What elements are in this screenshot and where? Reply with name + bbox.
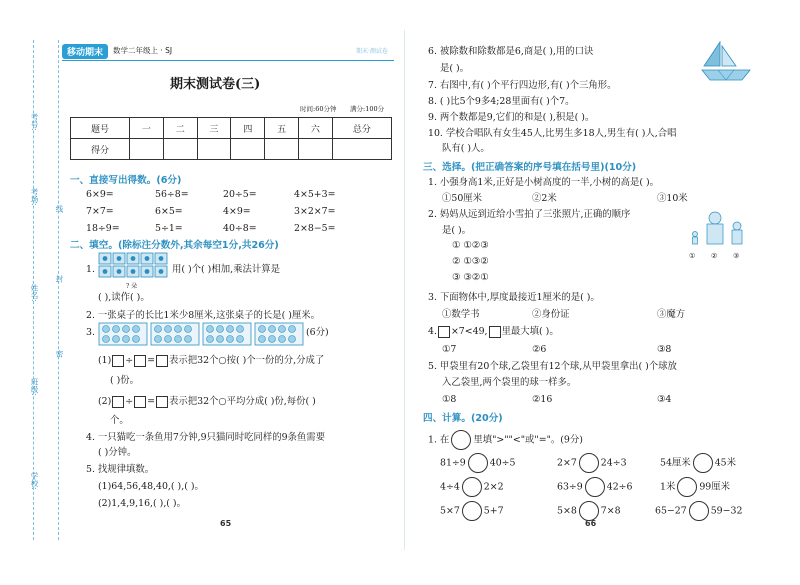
choice-3: 3. 下面物体中,厚度最接近1厘米的是( )。 (428, 292, 600, 303)
q3-1-label: (1) (98, 355, 112, 366)
q3-number: 3. (86, 327, 95, 338)
q3-2-cont: 个。 (110, 415, 129, 426)
compare-item (655, 501, 742, 521)
calc-item: 3×2×7= (294, 206, 336, 217)
mark-mi: 密 (55, 350, 64, 358)
q5-text: 5. 找规律填数。 (86, 464, 155, 475)
answer-box[interactable] (112, 355, 124, 367)
compute-1 (428, 430, 583, 450)
q8-text: 8. ( )比5个9多4;28里面有( )个7。 (428, 96, 575, 107)
compare-circle[interactable] (579, 453, 599, 473)
q5-2: (2)1,4,9,16,( ),( )。 (98, 498, 186, 509)
q1-flower-note: ? 朵 (126, 283, 138, 290)
q1-number: 1. (86, 264, 95, 275)
choice-4 (428, 325, 559, 338)
q3-1-cont: ( )份。 (110, 375, 140, 386)
choice-1-option: ③10米 (657, 193, 688, 204)
compare-item (440, 453, 516, 473)
compare-item (440, 501, 504, 521)
q3-2-label: (2) (98, 396, 112, 407)
compare-left: 63÷9 (557, 481, 583, 493)
choice-1-option: ①50厘米 (442, 193, 483, 204)
page-number-left: 65 (220, 519, 232, 528)
compare-circle[interactable] (579, 501, 599, 521)
choice-2-option: ② ①③② (452, 256, 489, 267)
choice-5-cont: 入乙袋里,两个袋里的球一样多。 (442, 377, 577, 388)
choice-5-option: ①8 (442, 394, 457, 405)
compute-1-text: 里填">""<"或"="。(9分) (473, 434, 583, 446)
choice-4-text-2: 里最大填( )。 (501, 326, 559, 337)
score-header: 五 (265, 118, 299, 139)
section-1-title: 一、直接写出得数。(6分) (70, 175, 182, 186)
compare-circle[interactable] (451, 430, 471, 450)
choice-4-option: ②6 (532, 344, 547, 355)
section-4-title: 四、计算。(20分) (423, 413, 503, 424)
score-cell[interactable] (265, 139, 299, 160)
label-name: 姓名: (30, 284, 39, 302)
compare-right: 59−32 (710, 505, 743, 517)
calc-item: 40÷8= (223, 223, 257, 234)
q6-text: 6. 被除数和除数都是6,商是( ),用的口诀 (428, 46, 594, 57)
compare-circle[interactable] (585, 477, 605, 497)
choice-4-label: 4. (428, 326, 437, 337)
score-row-label: 得分 (71, 139, 130, 160)
score-row (71, 139, 392, 160)
photo-label: ③ (733, 252, 740, 260)
calc-item: 6×9= (86, 189, 114, 200)
q1-text: 用( )个( )相加,乘法计算是 (172, 264, 280, 275)
compare-circle[interactable] (462, 501, 482, 521)
compare-left: 4÷4 (440, 481, 460, 493)
compare-circle[interactable] (689, 501, 709, 521)
compare-right: 7×8 (600, 505, 621, 517)
score-cell[interactable] (332, 139, 391, 160)
q5-1: (1)64,56,48,40,( ),( )。 (98, 481, 204, 492)
q3-score: (6分) (306, 327, 329, 338)
compare-right: 40÷5 (489, 457, 516, 469)
compare-left: 81÷9 (440, 457, 466, 469)
photo-label: ② (711, 252, 718, 260)
mark-feng: 封 (55, 275, 64, 283)
compare-left: 54厘米 (660, 457, 691, 469)
score-header: 六 (299, 118, 333, 139)
calc-item: 56÷8= (155, 189, 189, 200)
calc-item: 18÷9= (86, 223, 120, 234)
choice-1: 1. 小强身高1米,正好是小树高度的一半,小树的高是( )。 (428, 177, 660, 188)
q9-text: 9. 两个数都是9,它们的和是( ),积是( )。 (428, 112, 595, 123)
q3-2-text: 表示把32个○平均分成( )份,每份( ) (169, 396, 316, 407)
page-title: 期末测试卷(三) (170, 77, 261, 92)
compare-item (557, 501, 621, 521)
header-rule (62, 60, 394, 61)
compare-item (440, 477, 504, 497)
answer-box[interactable] (489, 326, 501, 338)
compare-circle[interactable] (468, 453, 488, 473)
calc-item: 4×9= (223, 206, 251, 217)
page-number-right: 66 (585, 519, 597, 528)
compare-left: 5×8 (557, 505, 577, 517)
compare-circle[interactable] (462, 477, 482, 497)
mark-xian: 线 (55, 205, 64, 213)
answer-box[interactable] (156, 396, 168, 408)
choice-3-option: ①数学书 (442, 309, 480, 320)
q7-text: 7. 右图中,有( )个平行四边形,有( )个三角形。 (428, 80, 617, 91)
photos-image (685, 208, 749, 256)
calc-item: 7×7= (86, 206, 114, 217)
q3-1: (1) ÷ = 表示把32个○按( )个一份的分,分成了 (98, 355, 325, 366)
label-school: 学校: (30, 472, 39, 490)
compare-right: 24÷3 (600, 457, 627, 469)
header-right-tag: 期末·测试卷 (356, 48, 388, 55)
score-header: 总分 (332, 118, 391, 139)
circle-groups-image (98, 322, 306, 346)
calc-item: 5÷1= (155, 223, 183, 234)
choice-2: 2. 妈妈从远到近给小雪拍了三张照片,正确的顺序 (428, 209, 631, 220)
score-cell[interactable] (197, 139, 231, 160)
choice-3-option: ②身份证 (532, 309, 570, 320)
label-class: 班级: (30, 378, 39, 396)
choice-2-option: ③ ③②① (452, 272, 489, 283)
choice-4-option: ①7 (442, 344, 457, 355)
compare-circle[interactable] (693, 453, 713, 473)
meta-time: 时间:60分钟 (300, 105, 337, 113)
q4-text: 4. 一只猫吃一条鱼用7分钟,9只猫同时吃同样的9条鱼需要 (86, 432, 326, 443)
score-header: 二 (163, 118, 197, 139)
choice-5: 5. 甲袋里有20个球,乙袋里有12个球,从甲袋里拿出( )个球放 (428, 361, 677, 372)
score-header-row (71, 118, 392, 139)
compare-item (660, 477, 730, 497)
answer-box[interactable] (134, 396, 146, 408)
compute-1-label: 1. 在 (428, 434, 450, 446)
choice-2-cont: 是( )。 (442, 225, 472, 236)
score-header: 三 (197, 118, 231, 139)
answer-box[interactable] (134, 355, 146, 367)
compare-right: 5+7 (483, 505, 504, 517)
q1-text-2: ( ),读作( )。 (98, 292, 150, 303)
compare-item (557, 453, 627, 473)
answer-box[interactable] (112, 396, 124, 408)
calc-item: 6×5= (155, 206, 183, 217)
q6-text-2: 是( )。 (440, 63, 470, 74)
choice-5-option: ③4 (657, 394, 672, 405)
q3-2: (2) ÷ = 表示把32个○平均分成( )份,每份( ) (98, 396, 316, 407)
score-cell[interactable] (163, 139, 197, 160)
compare-right: 42÷6 (606, 481, 633, 493)
meta-score: 满分:100分 (350, 105, 385, 113)
header-subject: 数学二年级上 · SJ (113, 46, 173, 55)
compare-item (660, 453, 736, 473)
q10-text-2: 队有( )人。 (442, 143, 490, 154)
binding-line-2 (58, 40, 59, 540)
compare-right: 45米 (714, 457, 736, 469)
score-cell[interactable] (231, 139, 265, 160)
calc-item: 20÷5= (223, 189, 257, 200)
header-logo: 移动期末 (62, 44, 108, 59)
calc-item: 4×5+3= (294, 189, 336, 200)
compare-left: 2×7 (557, 457, 577, 469)
page-divider (404, 30, 405, 550)
q2-text: 2. 一张桌子的长比1米少8厘米,这张桌子的长是( )厘米。 (86, 310, 321, 321)
compare-left: 1米 (660, 481, 676, 493)
choice-4-text: ×7<49, (450, 326, 488, 337)
section-3-title: 三、选择。(把正确答案的序号填在括号里)(10分) (423, 162, 637, 173)
photo-label: ① (689, 252, 696, 260)
choice-1-option: ②2米 (532, 193, 557, 204)
calc-item: 2×8−5= (294, 223, 336, 234)
label-kaochang: 考场: (30, 188, 39, 206)
q3-1-text: 表示把32个○按( )个一份的分,分成了 (169, 355, 325, 366)
score-header: 题号 (71, 118, 130, 139)
score-table (70, 117, 392, 160)
choice-2-option: ① ①②③ (452, 240, 489, 251)
choice-5-option: ②16 (532, 394, 553, 405)
section-2-title: 二、填空。(除标注分数外,其余每空1分,共26分) (70, 240, 279, 251)
q4-text-2: ( )分钟。 (98, 447, 137, 458)
choice-3-option: ③魔方 (657, 309, 686, 320)
score-header: 一 (130, 118, 164, 139)
choice-4-option: ③8 (657, 344, 672, 355)
score-header: 四 (231, 118, 265, 139)
tangram-boat-image (700, 40, 752, 84)
score-cell[interactable] (130, 139, 164, 160)
compare-right: 99厘米 (699, 481, 731, 493)
score-cell[interactable] (299, 139, 333, 160)
answer-box[interactable] (438, 326, 450, 338)
q10-text: 10. 学校合唱队有女生45人,比男生多18人,男生有( )人,合唱 (428, 128, 677, 139)
compare-left: 65−27 (655, 505, 687, 517)
compare-circle[interactable] (677, 477, 697, 497)
compare-left: 5×7 (440, 505, 460, 517)
compare-right: 2×2 (483, 481, 504, 493)
compare-item (557, 477, 633, 497)
answer-box[interactable] (156, 355, 168, 367)
label-kaohao: 考号: (30, 113, 39, 131)
